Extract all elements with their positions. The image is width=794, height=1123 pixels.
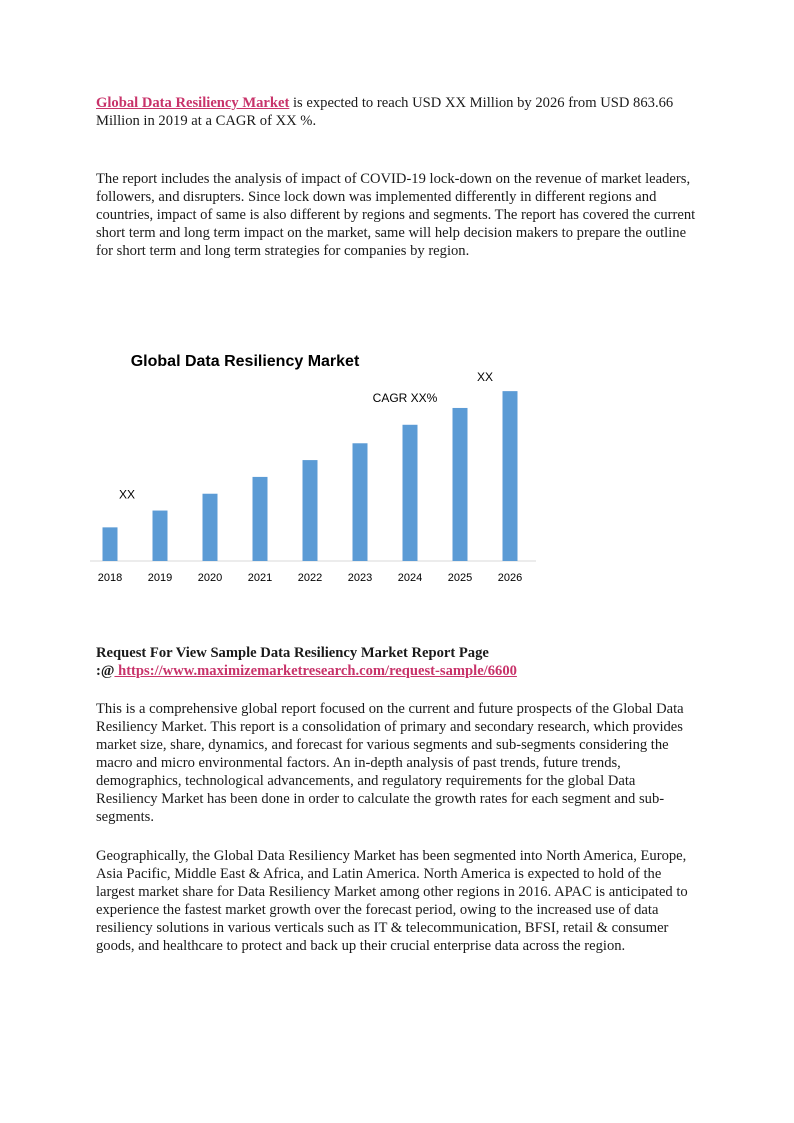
first-bar-annotation: XX xyxy=(118,487,136,502)
request-sample-link[interactable]: https://www.maximizemarketresearch.com/request-sample/6600 xyxy=(114,663,517,679)
cagr-annotation: CAGR XX% xyxy=(372,390,438,405)
market-link[interactable]: Global Data Resiliency Market xyxy=(96,95,290,111)
request-prefix: :@ xyxy=(96,663,115,679)
x-tick-2021: 2021 xyxy=(247,572,273,584)
document-body xyxy=(96,94,696,260)
request-sample-line xyxy=(96,644,696,680)
bar-chart xyxy=(90,340,550,600)
x-tick-2025: 2025 xyxy=(447,572,473,584)
bar-2023 xyxy=(353,443,368,561)
intro-paragraph xyxy=(96,94,696,130)
last-bar-annotation: XX xyxy=(476,370,494,385)
request-label: Request For View Sample Data Resiliency Market Report Page xyxy=(96,645,489,661)
chart-title: Global Data Resiliency Market xyxy=(130,353,360,370)
x-tick-2022: 2022 xyxy=(297,572,323,584)
x-tick-2018: 2018 xyxy=(97,572,123,584)
bar-2018 xyxy=(103,527,118,561)
bar-2020 xyxy=(203,494,218,561)
bar-2022 xyxy=(303,460,318,561)
x-tick-2024: 2024 xyxy=(397,572,423,584)
geo-paragraph: Geographically, the Global Data Resiliency Market has been segmented into North America, Europe, Asia Pacific, Middle East & Africa, and Latin America. North America is expected to hold of the largest market share for Data Resiliency Market among other regions in 2016. APAC is anticipated to experience the fastest market growth over the forecast period, owing to the increased use of data resiliency solutions in various verticals such as IT & telecommunication, BFSI, retail & consumer goods, and healthcare to protect and back up their crucial enterprise data across the region. xyxy=(96,848,688,954)
bar-2019 xyxy=(153,511,168,561)
x-tick-2026: 2026 xyxy=(497,572,523,584)
bar-2025 xyxy=(453,408,468,561)
x-tick-2019: 2019 xyxy=(147,572,173,584)
intro-text: is expected to reach USD XX Million by 2026 from USD 863.66 Million in 2019 at a CAGR of XX %. xyxy=(96,95,674,129)
x-tick-2020: 2020 xyxy=(197,572,223,584)
bar-2021 xyxy=(253,477,268,561)
bar-2026 xyxy=(503,391,518,561)
x-tick-2023: 2023 xyxy=(347,572,373,584)
covid-paragraph: The report includes the analysis of impact of COVID-19 lock-down on the revenue of market leaders, followers, and disrupters. Since lock down was implemented differently in different regions and countries, impact of same is also different by regions and segments. The report has covered the current short term and long term impact on the market, same will help decision makers to prepare the outline for short term and long term strategies for companies by region. xyxy=(96,171,696,259)
bar-2024 xyxy=(403,425,418,561)
chart-svg xyxy=(90,340,550,600)
request-link-line xyxy=(96,662,696,680)
report-paragraph: This is a comprehensive global report focused on the current and future prospects of the Global Data Resiliency Market. This report is a consolidation of primary and secondary research, which provides market size, share, dynamics, and forecast for various segments and sub-segments considering the macro and micro environmental factors. An in-depth analysis of past trends, future trends, demographics, technological advancements, and regulatory requirements for the global Data Resiliency Market has been done in order to calculate the growth rates for each segment and sub-segments. xyxy=(96,701,684,825)
